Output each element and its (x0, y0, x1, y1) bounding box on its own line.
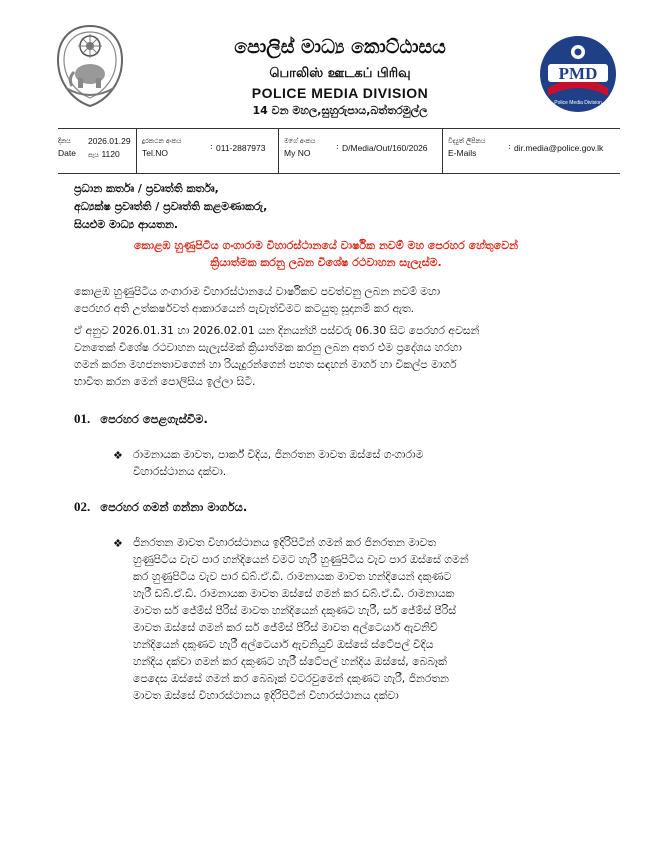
svg-text:Police Media Division: Police Media Division (554, 100, 602, 106)
traffic-paragraph: ඒ අනුව 2026.01.31 හා 2026.02.01 යන දිනයන්හි පස්වරු 06.30 සිට පෙරහර අවසන් වනතෙක් විශේෂ රථවාහන සැලැස්මක් ක්‍රියාත්මක කරනු ලබන අතර එම ප්‍රදේශය හරහා ගමන් කරන මහජනතාවගෙන් හා රියැදුරන්ගෙන් පහත සඳහන් මාර්ග හා විකල්ප මාර්ග භාවිත කරන මෙන් පොලිසිය ඉල්ලා සිටී. (74, 324, 480, 388)
police-emblem-icon (50, 20, 130, 110)
email-value[interactable]: dir.media@police.gov.lk (514, 143, 604, 153)
section-2-bullet: ❖ ජිනරතන මාවත විහාරස්ථානය ඉදිරිපිටින් ගමන් කර ජිනරතන මාවත හුණුපිටිය වැව පාර හන්දියෙන් වමට හැරී හුණුපිටිය වැව පාර ඔස්සේ ගමන් කර හුණුපිටිය වැව පාර ඩබ්.ඒ.ඩී. රාමනායක මාවත හන්දියෙන් දකුණට හැරී ඩබ්.ඒ.ඩී. රාමනායක මාවත ඔස්සේ ගමන් කර ඩබ්.ඒ.ඩී. රාමනායක මාවත සර් ජේම්ස් පීරිස් මාවත හන්දියෙන් දකුණට හැරී, සර් ජේම්ස් පීරිස් මාවත ඔස්සේ ගමන් කර සර් ජේම්ස් පීරිස් මාවත අල්ටෙයාර් ඇවනිව් හන්දියෙන් දකුණට හැරී අල්ටෙයාර් ඇවනියුව් ඔස්සේ ස්ටේපල් වීදිය හන්දිය දක්වා ගමන් කර දකුණට හැරී ස්ටේපල් හන්දිය ඔස්සේ, බෙබෑක් පෙදෙස ඔස්සේ ගමන් කර බෙබෑක් වටරවුමෙන් දකුණට හැරී, ජිනරතන මාවත ඔස්සේ විහාරස්ථානය ඉදිරිපිටින් විහාරස්ථානය දක්වා (113, 536, 469, 702)
colon: : (210, 142, 213, 151)
colon: : (336, 142, 339, 151)
divider (136, 129, 137, 173)
intro-paragraph: කොළඹ හුණුපිටිය ගංගාරාම විහාරස්ථානයේ වාර්ෂිකව පවත්වනු ලබන නවම් මහා පෙරහර අති උත්කර්ෂවත් ආකාරයෙන් පැවැත්වීමට කටයුතු සූදානම් කර ඇත. (74, 285, 441, 315)
org-address: 14 වන මහල,සුහුරුපාය,බත්තරමුල්ල (252, 104, 428, 117)
tel-labels: දුරකථන අංකය Tel.NO (142, 137, 182, 158)
diamond-bullet-icon: ❖ (113, 449, 123, 462)
date-value: 2026.01.29 පැය 1120 (88, 136, 131, 159)
recipient-line: අධ්‍යක්ෂ ප්‍රවෘත්ති / ප්‍රවෘත්ති කළමණාකරු, (74, 200, 268, 213)
email-labels: විද්‍යුත් ලිපිනය E-Mails (448, 137, 486, 158)
colon: : (508, 142, 511, 151)
section-2-heading: 02. පෙරහර ගමන් ගන්නා මාර්ගය. (74, 499, 248, 514)
pmd-logo-icon (538, 34, 618, 114)
section-1-bullet: ❖ රාමනායක මාවත, පාර්ක් වීදිය, ජිනරතන මාවත ඔස්සේ ගංගාරාම විහාරස්ථානය දක්වා. (113, 448, 424, 478)
myno-labels: මගේ අංකය My NO (284, 137, 316, 158)
subject-line: ක්‍රියාත්මක කරනු ලබන විශේෂ රථවාහන සැලැස්ම. (210, 256, 442, 269)
org-title-english: POLICE MEDIA DIVISION (251, 85, 429, 101)
tel-value: 011-2887973 (216, 143, 266, 153)
divider (442, 129, 443, 173)
date-labels: දිනය Date (58, 137, 76, 158)
diamond-bullet-icon: ❖ (113, 537, 123, 550)
org-title-sinhala: පොලිස් මාධ්‍ය කොට්ඨාසය (234, 36, 446, 58)
recipients-block (74, 180, 267, 234)
recipient-line: සියළුම මාධ්‍ය ආයතන. (74, 218, 179, 231)
subject-heading (90, 237, 562, 271)
divider (278, 129, 279, 173)
myno-value: D/Media/Out/160/2026 (342, 143, 428, 153)
subject-line: කොළඹ හුණුපිටිය ගංගාරාම විහාරස්ථානයේ වාර්ෂික නවම් මහ පෙරහර හේතුවෙන් (133, 239, 519, 252)
section-1-heading: 01. පෙරහර පෙළගැස්වීම. (74, 411, 208, 426)
info-bar (58, 128, 620, 174)
org-title-tamil: பொலிஸ் ஊடகப் பிரிவு (269, 66, 411, 81)
recipient-line: ප්‍රධාන කර්තෘ / ප්‍රවෘත්ති කර්තෘ, (74, 182, 219, 195)
svg-text:PMD: PMD (558, 64, 598, 83)
